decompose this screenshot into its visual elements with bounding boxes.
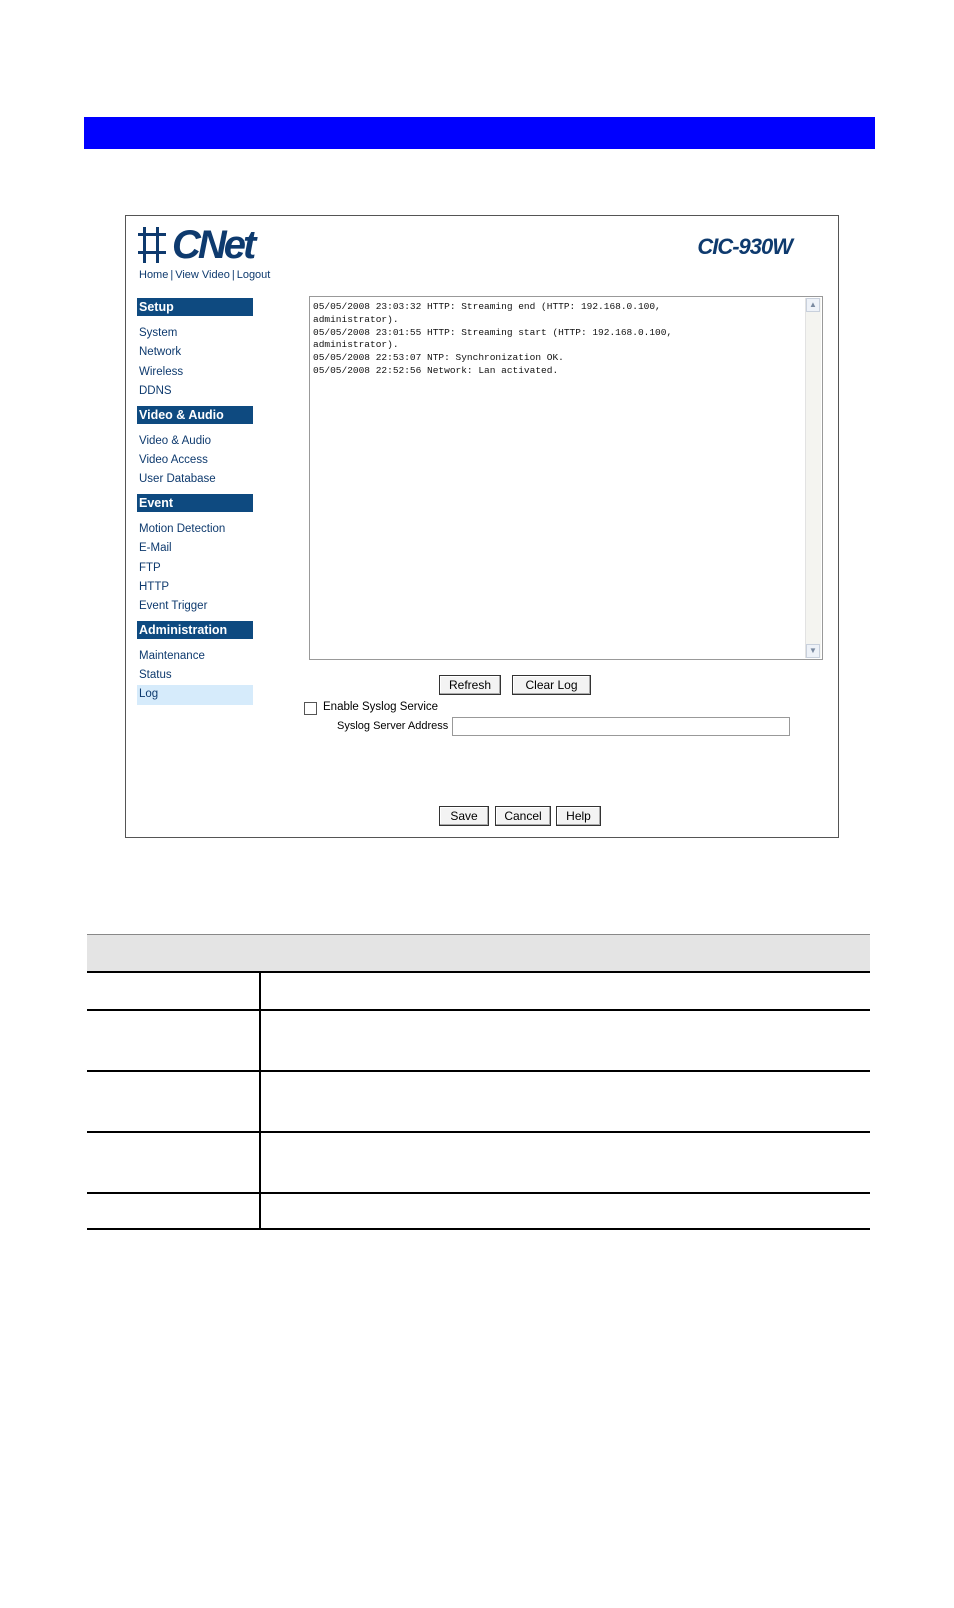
nav-header-video-audio: Video & Audio — [137, 406, 253, 424]
log-line: administrator). — [313, 339, 399, 351]
logout-link[interactable]: Logout — [236, 269, 271, 281]
nav-group-setup — [137, 298, 253, 402]
sidebar-item-ftp[interactable]: FTP — [139, 561, 161, 574]
nav-header-setup: Setup — [137, 298, 253, 316]
table-header — [87, 934, 870, 973]
log-textarea[interactable] — [309, 296, 823, 660]
log-text — [313, 301, 804, 378]
model-name: CIC-930W — [697, 234, 792, 259]
log-line: 05/05/2008 23:01:55 HTTP: Streaming start (HTTP: 192.168.0.100, — [313, 326, 673, 338]
clear-log-button[interactable]: Clear Log — [512, 675, 591, 695]
log-line: 05/05/2008 22:53:07 NTP: Synchronization OK. — [313, 352, 564, 364]
sidebar-item-network[interactable]: Network — [139, 346, 182, 359]
syslog-server-input[interactable] — [452, 717, 790, 736]
sidebar-item-motion-detection[interactable]: Motion Detection — [139, 522, 226, 535]
enable-syslog-label: Enable Syslog Service — [323, 701, 439, 713]
log-scrollbar[interactable] — [805, 298, 821, 658]
table-row — [87, 1072, 870, 1133]
table-row — [87, 1194, 870, 1230]
logo-text: CNet — [172, 223, 254, 267]
chevron-down-icon[interactable]: ▼ — [806, 644, 820, 658]
log-line: administrator). — [313, 313, 399, 325]
chevron-up-icon[interactable]: ▲ — [806, 298, 820, 312]
top-links: Home | View Video | Logout — [139, 269, 271, 281]
nav-group-administration — [137, 621, 253, 705]
table-row — [87, 973, 870, 1011]
sidebar-item-event-trigger[interactable]: Event Trigger — [139, 600, 208, 613]
sidebar-item-ddns[interactable]: DDNS — [139, 385, 172, 398]
sidebar-nav — [137, 298, 253, 709]
description-table — [87, 934, 870, 1230]
nav-header-event: Event — [137, 494, 253, 512]
sidebar-item-system[interactable]: System — [139, 327, 178, 339]
sidebar-item-video-access[interactable]: Video Access — [139, 453, 208, 466]
sidebar-item-wireless[interactable]: Wireless — [139, 365, 184, 378]
enable-syslog-checkbox[interactable] — [304, 702, 317, 715]
logo-mark-icon — [134, 227, 170, 263]
cnet-logo — [134, 221, 253, 269]
sidebar-item-status[interactable]: Status — [139, 669, 172, 682]
section-banner — [84, 117, 875, 149]
sidebar-item-maintenance[interactable]: Maintenance — [139, 649, 205, 662]
log-line: 05/05/2008 23:03:32 HTTP: Streaming end (HTTP: 192.168.0.100, — [313, 301, 661, 312]
cancel-button[interactable]: Cancel — [495, 806, 551, 826]
camera-web-ui — [125, 215, 839, 838]
sidebar-item-user-database[interactable]: User Database — [139, 473, 216, 486]
save-button[interactable]: Save — [439, 806, 489, 826]
nav-group-video-audio — [137, 406, 253, 490]
sidebar-item-email[interactable]: E-Mail — [139, 542, 172, 555]
table-row — [87, 1133, 870, 1194]
sidebar-item-http[interactable]: HTTP — [139, 580, 170, 593]
table-row — [87, 1011, 870, 1072]
help-button[interactable]: Help — [556, 806, 601, 826]
nav-group-event — [137, 494, 253, 617]
log-line: 05/05/2008 22:52:56 Network: Lan activated. — [313, 364, 559, 376]
syslog-server-label: Syslog Server Address — [337, 720, 449, 732]
sidebar-item-log[interactable]: Log — [137, 685, 253, 704]
nav-header-administration: Administration — [137, 621, 253, 639]
sidebar-item-video-audio[interactable]: Video & Audio — [139, 434, 212, 447]
home-link[interactable]: Home — [139, 269, 169, 281]
view-video-link[interactable]: View Video — [175, 269, 230, 281]
refresh-button[interactable]: Refresh — [439, 675, 501, 695]
